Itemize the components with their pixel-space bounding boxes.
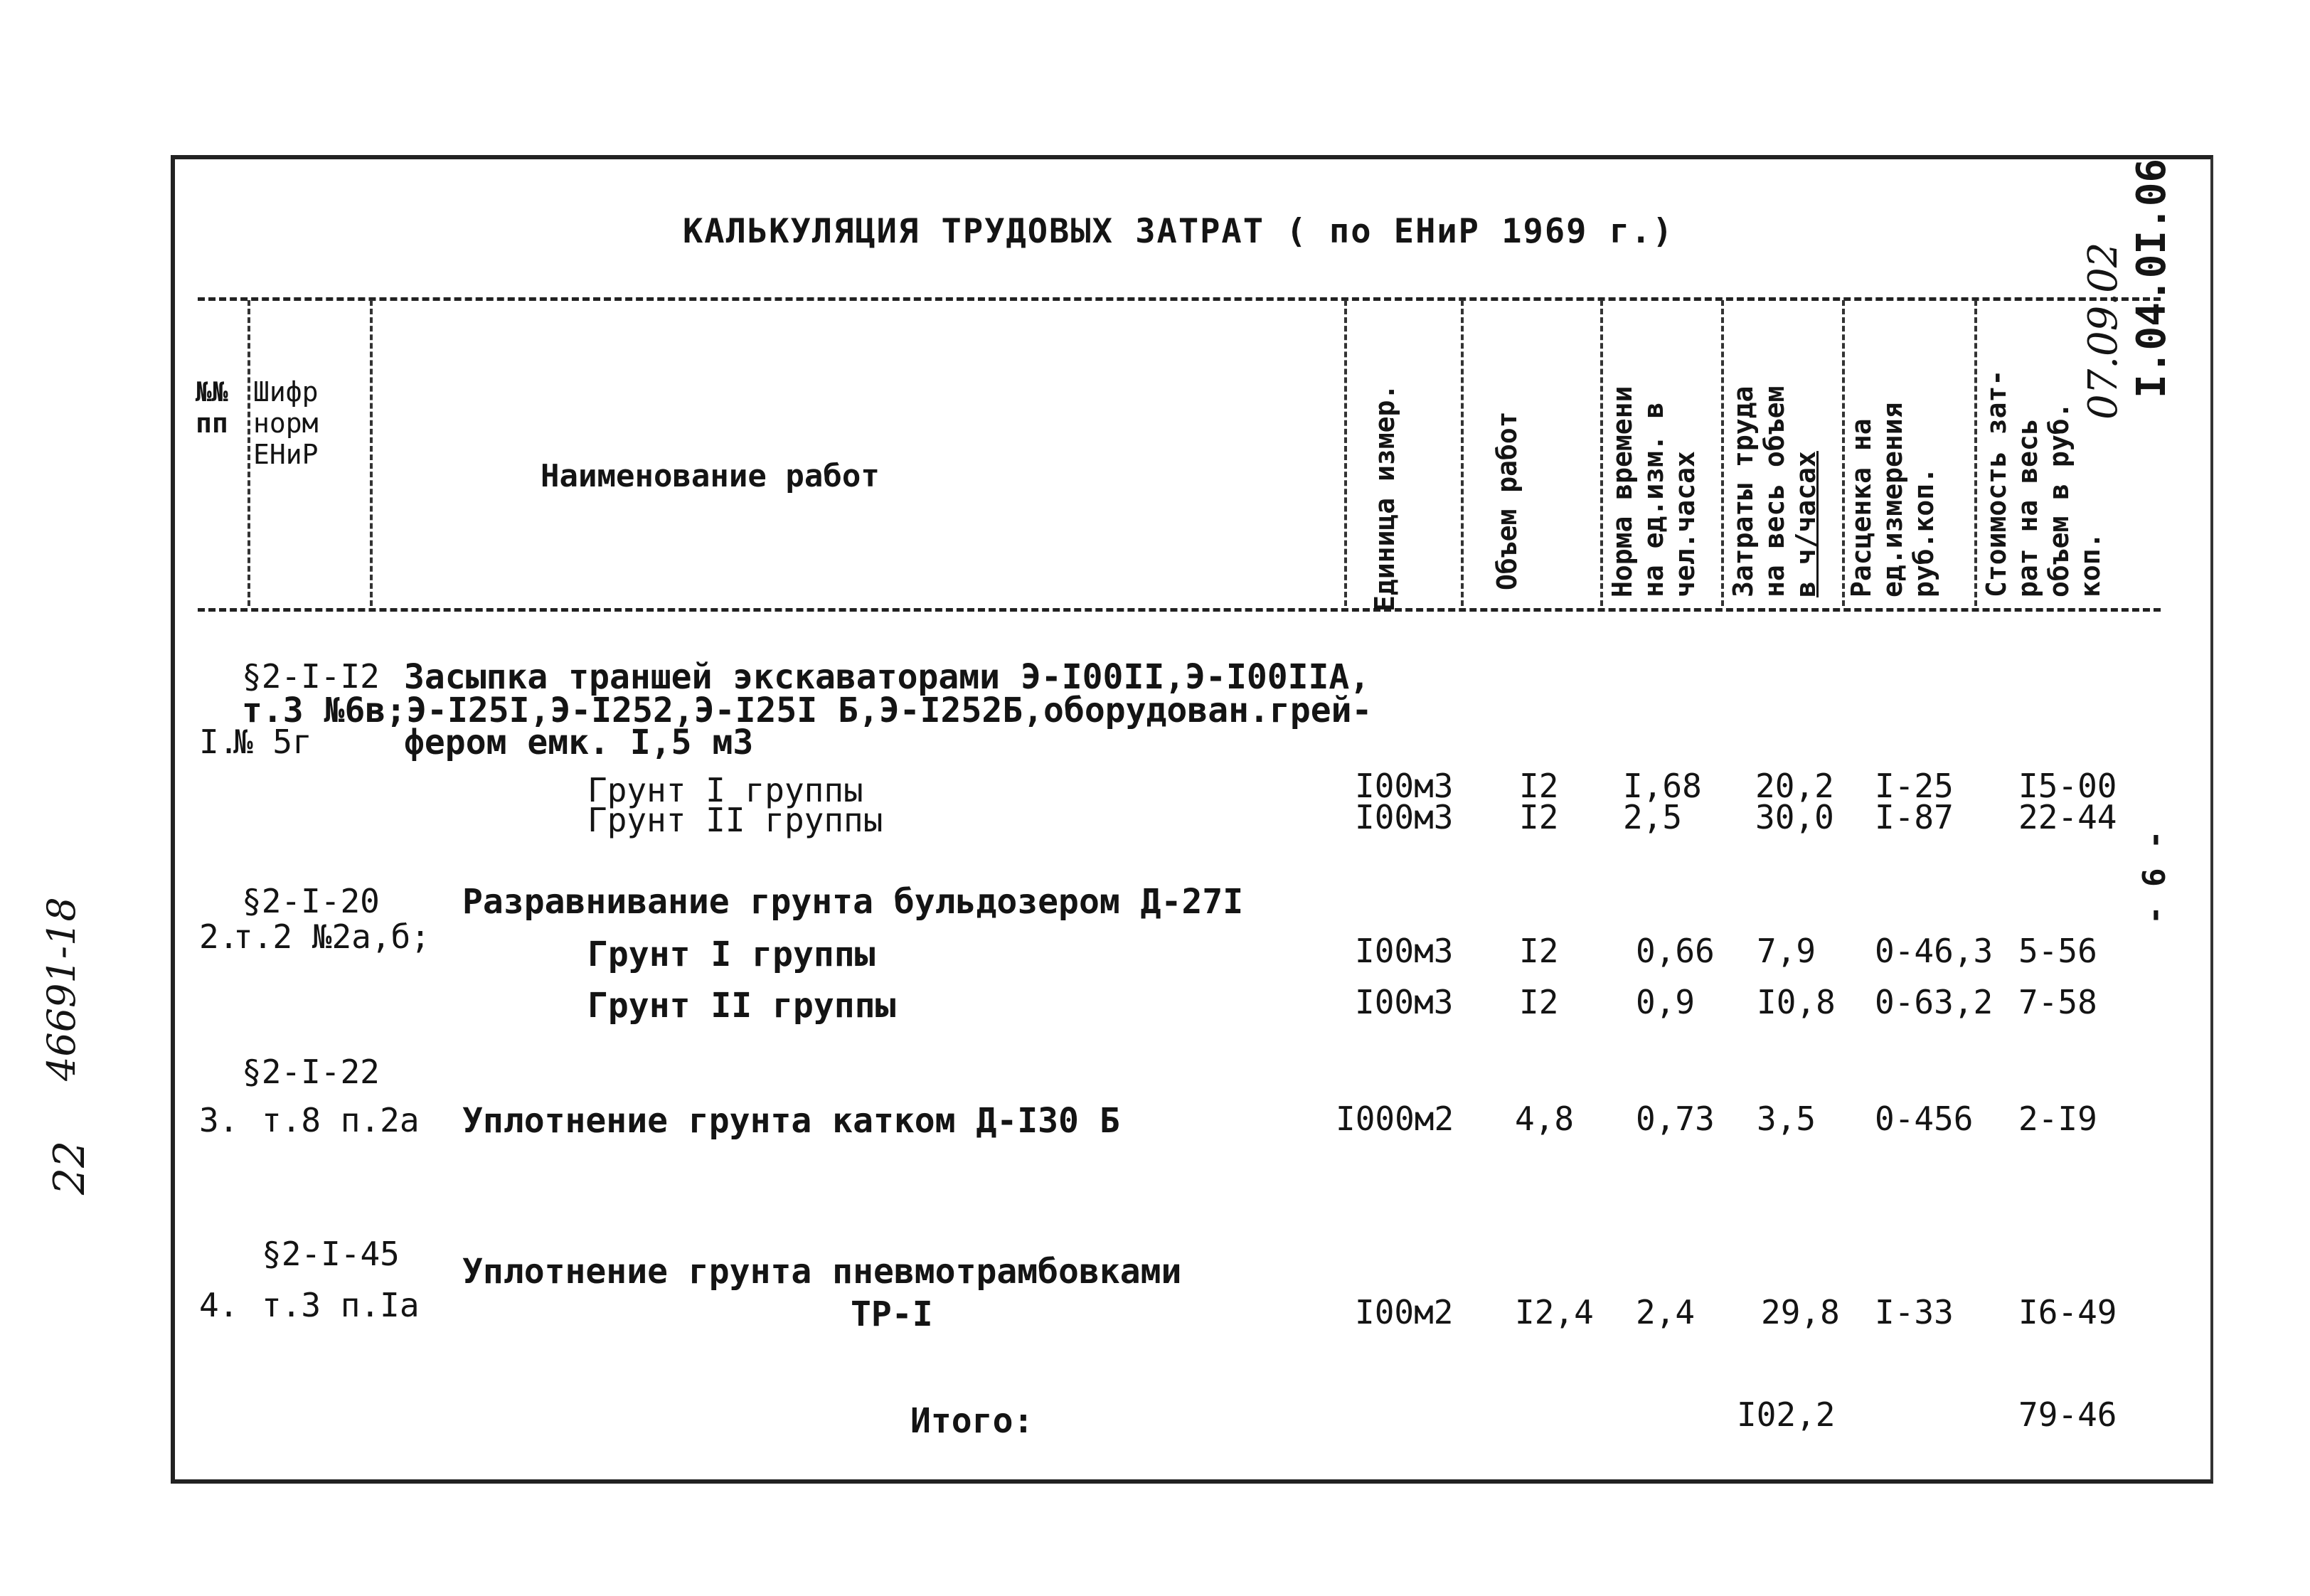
row1b-unit: I00м3 <box>1355 798 1454 836</box>
row4-desc: Уплотнение грунта пневмотрамбовками <box>462 1252 1182 1292</box>
row3-volume: 4,8 <box>1515 1100 1575 1138</box>
row2b-price: 0-63,2 <box>1875 983 1994 1021</box>
row3-code: §2-I-22 <box>242 1053 380 1091</box>
row3-cost: 2-I9 <box>2018 1100 2097 1138</box>
row1-code: §2-I-I2 <box>242 657 380 696</box>
row1a-norm: I,68 <box>1623 767 1702 805</box>
row2a-labor: 7,9 <box>1757 932 1816 970</box>
row3-num: 3. <box>199 1101 239 1139</box>
total-label: Итого: <box>910 1401 1034 1441</box>
header-top-rule <box>198 297 2161 301</box>
row2a-cost: 5-56 <box>2018 932 2097 970</box>
row1a-price: I-25 <box>1875 767 1954 805</box>
header-cost: Стоимость зат- рат на весь объем в руб. коп. <box>1981 369 2106 597</box>
row1a-cost: I5-00 <box>2018 767 2117 805</box>
row4-num: 4. <box>199 1286 239 1324</box>
row1b-price: I-87 <box>1875 798 1954 836</box>
row3-unit: I000м2 <box>1336 1100 1454 1138</box>
col-sep <box>1721 300 1724 606</box>
row4-code: §2-I-45 <box>262 1235 400 1273</box>
header-unit: Единица измер. <box>1369 383 1400 612</box>
row4-norm: 2,4 <box>1636 1293 1696 1331</box>
row2-code-line2: т.2 №2а,б; <box>233 917 430 956</box>
row2a-name: Грунт I группы <box>587 935 875 974</box>
row2b-norm: 0,9 <box>1636 983 1696 1021</box>
page-title: КАЛЬКУЛЯЦИЯ ТРУДОВЫХ ЗАТРАТ ( по ЕНиР 1969 г.) <box>683 212 1674 251</box>
row1-desc-line1: Засыпка траншей экскаваторами Э-I00II,Э-I00IIА, <box>404 657 1370 697</box>
row2b-unit: I00м3 <box>1355 983 1454 1021</box>
doc-code-handwritten: 07.09.02 <box>2080 242 2127 420</box>
row3-desc: Уплотнение грунта катком Д-I30 Б <box>462 1101 1120 1141</box>
row1a-volume: I2 <box>1519 767 1559 805</box>
header-num: №№ пп <box>196 376 228 439</box>
row2a-volume: I2 <box>1519 932 1559 970</box>
row1-num: I. <box>199 723 239 761</box>
row1a-unit: I00м3 <box>1355 767 1454 805</box>
col-sep <box>1344 300 1347 606</box>
header-bottom-rule <box>198 608 2161 612</box>
page-mark: - 6 - <box>2136 830 2173 925</box>
margin-number: 46691-18 <box>39 897 84 1081</box>
row1b-cost: 22-44 <box>2018 798 2117 836</box>
row2-desc: Разравнивание грунта бульдозером Д-27I <box>462 882 1244 922</box>
row4-volume: I2,4 <box>1515 1293 1594 1331</box>
col-sep <box>247 300 250 606</box>
col-sep <box>370 300 373 606</box>
total-cost: 79-46 <box>2018 1395 2117 1434</box>
row4-unit: I00м2 <box>1355 1293 1454 1331</box>
col-sep <box>1600 300 1603 606</box>
row3-norm: 0,73 <box>1636 1100 1715 1138</box>
row1-code-line3: № 5г <box>233 723 312 761</box>
header-name: Наименование работ <box>541 458 880 494</box>
row4-cost: I6-49 <box>2018 1293 2117 1331</box>
row2b-labor: I0,8 <box>1757 983 1836 1021</box>
row4-code-line2: т.3 п.Iа <box>262 1286 420 1324</box>
col-sep <box>1974 300 1977 606</box>
row2b-cost: 7-58 <box>2018 983 2097 1021</box>
row1a-labor: 20,2 <box>1755 767 1834 805</box>
margin-page: 22 <box>45 1140 95 1195</box>
row3-labor: 3,5 <box>1757 1100 1816 1138</box>
header-volume: Объем работ <box>1491 411 1523 590</box>
col-sep <box>1461 300 1464 606</box>
row1-desc-line2: т.3 №6в;Э-I25I,Э-I252,Э-I25I Б,Э-I252Б,оборудован.грей- <box>242 691 1373 730</box>
row3-code-line2: т.8 п.2а <box>262 1101 420 1139</box>
row1b-norm: 2,5 <box>1623 798 1683 836</box>
row2a-unit: I00м3 <box>1355 932 1454 970</box>
total-labor: I02,2 <box>1737 1395 1836 1434</box>
header-norm: Норма времени на ед.изм. в чел.часах <box>1607 385 1700 597</box>
header-price: Расценка на ед.измерения руб.коп. <box>1846 402 1939 597</box>
row2b-volume: I2 <box>1519 983 1559 1021</box>
row1-desc-line3: фером емк. I,5 м3 <box>404 723 754 762</box>
row3-price: 0-456 <box>1875 1100 1974 1138</box>
row2-num: 2. <box>199 917 239 956</box>
header-labor: Затраты труда на весь объем в ч/часах <box>1728 385 1821 597</box>
row2b-name: Грунт II группы <box>587 986 896 1026</box>
header-code: Шифр норм ЕНиР <box>253 376 319 470</box>
row2-code: §2-I-20 <box>242 882 380 920</box>
col-sep <box>1842 300 1845 606</box>
row4-desc-line2: ТР-I <box>851 1294 933 1334</box>
row1b-volume: I2 <box>1519 798 1559 836</box>
row4-price: I-33 <box>1875 1293 1954 1331</box>
row2a-price: 0-46,3 <box>1875 932 1994 970</box>
row1a-name: Грунт I группы <box>587 771 863 809</box>
doc-code: I.04.0I.06 <box>2129 158 2175 398</box>
row2a-norm: 0,66 <box>1636 932 1715 970</box>
row1b-labor: 30,0 <box>1755 798 1834 836</box>
row4-labor: 29,8 <box>1761 1293 1840 1331</box>
row1b-name: Грунт II группы <box>587 801 883 839</box>
